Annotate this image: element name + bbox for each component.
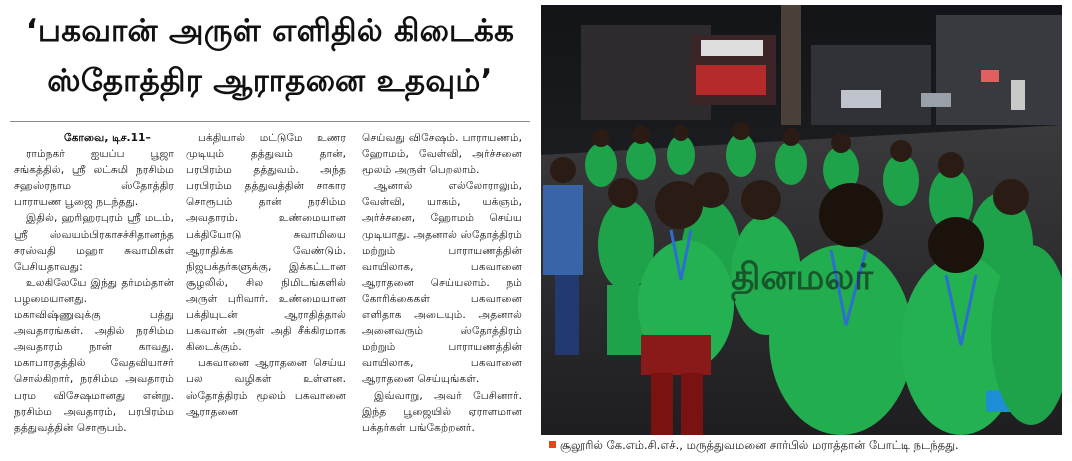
headline-line-2: ஸ்தோத்திர ஆராதனை உதவும்’ — [47, 63, 493, 99]
paragraph: பகவானை ஆராதனை செய்ய பல வழிகள் உள்ளன. ஸ்தோத்திரம் மூலம் பகவானை ஆராதனை — [186, 356, 346, 418]
article-column-3 — [362, 130, 522, 436]
paragraph: இவ்வாறு, அவர் பேசினார். இந்த பூஜையில் ஏராளமான பக்தர்கள் பங்கேற்றனர். — [362, 388, 522, 434]
paragraph: பக்தியால் மட்டுமே உணர முடியும் தத்துவம் தான், பரபிரம்ம தத்துவம். அந்த பரபிரம்ம தத்துவத்தின் சாகார சொரூபம் தான் நரசிம்ம அவதாரம். உண்மையான பக்தியோடு சுவாமியை ஆராதிக்க வேண்டும். நிஜபக்தர்களுக்கு, இக்கட்டான சூழலில், சில நிமிடங்களில் அருள் புரிவார். உண்மையான பக்தியுடன் ஆராதித்தால் பகவான் அருள் அதி சீக்கிரமாக கிடைக்கும். — [186, 131, 346, 354]
paragraph: ஆனால் எல்லோராலும், வேள்வி, யாகம், யக்ஞம், அர்ச்சனை, ஹோமம் செய்ய முடியாது. அதனால் ஸ்தோத்திரம் மற்றும் பாராயணத்தின் வாயிலாக, பகவானை ஆராதனை செய்யலாம். நம் கோரிக்கைகள் பகவானை எளிதாக அடையும். அதனால் அனைவரும் ஸ்தோத்திரம் மற்றும் பாராயணத்தின் வாயிலாக, பகவானை ஆராதனை செய்யுங்கள். — [362, 179, 522, 386]
marathon-photo — [541, 5, 1062, 435]
paragraph: உலகிலேயே இந்து தர்மம்தான் பழமையானது. மகாவிஷ்ணுவுக்கு பத்து அவதாரங்கள். அதில் நரசிம்ம அவதாரம் நான் காவது. மகாபாரதத்தில் வேதவியாசர் சொல்கிறார், நரசிம்ம அவதாரம் பரம விசேஷமானது என்று. நரசிம்ம அவதாரம், பரபிரம்ம தத்துவத்தின் சொரூபம். — [14, 275, 174, 434]
headline-divider — [10, 121, 530, 122]
headline-line-1: ‘பகவான் அருள் எளிதில் கிடைக்க — [25, 13, 515, 49]
paragraph: செய்வது விசேஷம். பாராயணம், ஹோமம், வேள்வி, அர்ச்சனை மூலம் அருள் பெறலாம். — [362, 131, 522, 177]
dateline: கோவை, டிச.11– — [64, 131, 151, 144]
caption-bullet-icon — [549, 441, 556, 448]
caption-text: சூலூரில் கே.எம்.சி.எச்., மருத்துவமனை சார்பில் மராத்தான் போட்டி நடந்தது. — [560, 438, 959, 452]
paragraph: ராம்நகர் ஐயப்ப பூஜா சங்கத்தில், ஸ்ரீ லட்சுமி நரசிம்ம சஹஸ்ரநாம ஸ்தோத்திர பாராயண பூஜை நடந்தது. — [14, 147, 174, 209]
article-column-1 — [14, 130, 174, 436]
photo-watermark: தினமலர் — [731, 257, 874, 298]
photo-caption — [549, 438, 959, 454]
article-body — [14, 130, 534, 458]
article-column-2 — [186, 130, 346, 420]
paragraph: இதில், ஹரிஹரபுரம் ஸ்ரீ மடம், ஸ்ரீ ஸ்வயம்பிரகாசச்சிதானந்த சரஸ்வதி மஹா சுவாமிகள் பேசியதாவது: — [14, 211, 174, 273]
article-headline — [10, 6, 530, 106]
